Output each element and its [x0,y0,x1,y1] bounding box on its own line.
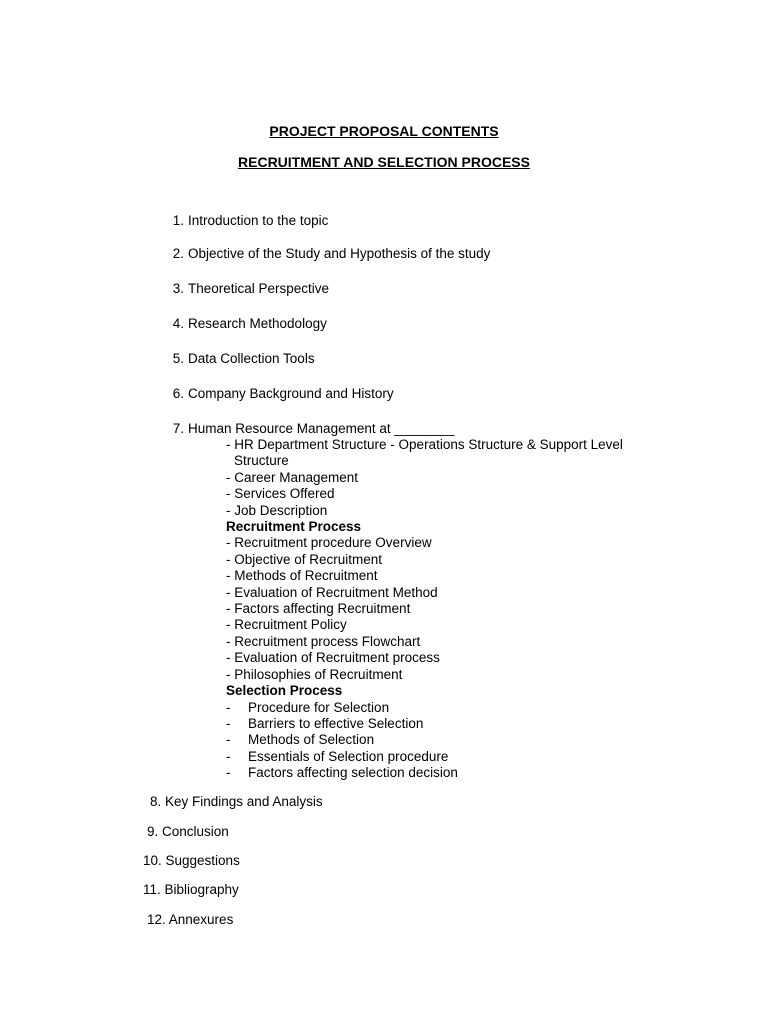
list-item: 11. Bibliography [143,882,239,897]
sub-item: - HR Department Structure - Operations Structure & Support Level [226,437,623,452]
list-item-number: 2. [172,246,184,261]
list-item: 10. Suggestions [143,853,240,868]
sub-item-label: Methods of Selection [248,732,375,748]
sub-item [226,732,623,748]
list-item-label: Objective of the Study and Hypothesis of the study [188,246,491,261]
sub-item: - Recruitment process Flowchart [226,633,421,649]
recruitment-heading: Recruitment Process [226,519,362,535]
list-item: 9. Conclusion [147,824,229,839]
sub-item: - Factors affecting Recruitment [226,601,411,617]
list-item-label: Human Resource Management at ________ [188,421,455,436]
sub-item-continuation: Structure [234,453,289,469]
sub-item: - Job Description [226,502,328,518]
sub-item [226,749,623,765]
dash-marker: - [226,748,231,764]
list-item-number: 5. [172,351,184,366]
dash-marker: - [226,699,231,715]
sub-item: - Services Offered [226,486,335,502]
list-item-number: 1. [172,213,184,228]
sub-item [226,700,623,716]
list-item [162,246,490,262]
list-item-label: Data Collection Tools [188,351,315,366]
list-item: 8. Key Findings and Analysis [150,794,323,809]
sub-item-label: Procedure for Selection [248,699,390,715]
sub-item: - Career Management [226,469,359,485]
dash-marker: - [226,715,231,731]
sub-item: - Evaluation of Recruitment Method [226,584,438,600]
list-item-label: Theoretical Perspective [188,281,330,296]
sub-item: - Evaluation of Recruitment process [226,650,440,666]
list-item: 12. Annexures [147,912,234,927]
list-item-number: 4. [172,316,184,331]
document-subtitle: RECRUITMENT AND SELECTION PROCESS [238,154,530,170]
list-item [162,281,329,297]
sub-item-label: Essentials of Selection procedure [248,748,449,764]
selection-heading: Selection Process [226,683,343,699]
dash-marker: - [226,765,231,781]
dash-marker: - [226,732,231,748]
sub-item [226,765,623,781]
list-item [162,351,315,367]
list-item-label: Introduction to the topic [188,213,329,228]
sub-item-label: Factors affecting selection decision [248,765,458,781]
list-item [162,316,327,332]
sub-item: - Objective of Recruitment [226,551,383,567]
list-item-number: 6. [172,386,184,401]
list-item-number: 7. [172,421,184,436]
sub-item: - Recruitment procedure Overview [226,535,432,551]
list-item [162,386,394,402]
list-item-number: 3. [172,281,184,296]
sub-item: - Methods of Recruitment [226,568,378,584]
sub-item [226,716,623,732]
list-item [162,421,454,437]
list-item-label: Research Methodology [188,316,327,331]
document-title: PROJECT PROPOSAL CONTENTS [269,123,499,139]
sub-item: - Recruitment Policy [226,617,347,633]
sub-item-label: Barriers to effective Selection [248,715,424,731]
list-item-label: Company Background and History [188,386,394,401]
sub-item: - Philosophies of Recruitment [226,666,403,682]
list-item [162,213,328,229]
hrm-subsection [226,437,623,782]
